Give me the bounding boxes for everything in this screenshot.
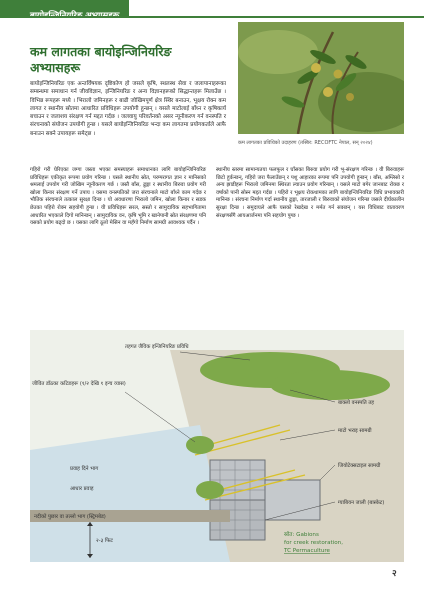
article-intro: बायोइन्जिनियरिङ एक अन्तर्विषयक दृष्टिकोण हो जसले कृषि, स्थलस्थ सेवा र जलापानाहरूका सम्बन्धमा समाधान गर्न जीवविज्ञान, इन्जिनियरिङ र अन्य विज्ञानहरूको सिद्धान्तहरू मिलाउँछ । विभिन्न रूपहरू मध्ये । भिरालो जमिनहरू र बाढी जोखिमपूर्ण क्षेत्र स्थिर बनाउन, भूक्षय रोक्न कम लागत र स्थानीय स्रोतमा आधारित प्रविधिहरू उपयोगी हुन्छन् । यसले माटोलाई बाँध्न र कृषिकार्य बचाउन र जलाशय संरक्षण गर्न मद्दत गर्दछ । जलवायु परिवर्तनको असर न्यूनीकरण गर्न वनस्पति र संरचनाको संयोजन उपयोगी हुन्छ । यसले बायोइन्जिनियरिङ भन्दा कम लागतमा प्रयोगकर्ताले आफै बनाउन सक्ने उपायहरू समेट्छ । <box>30 81 226 137</box>
label-soil-fill: माटो भराइ सामग्री <box>338 428 372 434</box>
figure-credit-2: for creek restoration, <box>284 540 343 546</box>
section-header <box>0 0 424 18</box>
section-tab <box>0 0 129 17</box>
header-rule <box>0 16 424 18</box>
label-gabion: ग्याबियन जाली (बास्केट) <box>338 500 385 506</box>
figure-credit-1: स्रोत: Gabions <box>284 532 319 538</box>
body-column-right: स्थानीय स्तरमा सामान्यतया फलफूल र घाँसका बिरुवा प्रयोग गरी भू-संरक्षण गरिन्छ । यी बिरुवाहरू छिटो हुर्कन्छन्, गहिरो जरा फैलाउँछन् र पशु आहारका रूपमा पनि उपयोगी हुन्छन् । बाँस, अम्लिसो र अन्य झाडीहरू भिरालो जमिनमा स्थिरता ल्याउन प्रयोग गरिन्छन् । यसले माटो बगेर जानबाट रोक्छ र वर्षाको पानी सोस्न मद्दत गर्दछ । पहिरो र भूक्षय रोकथामका लागि बायोइन्जिनियरिङ विधि प्रभावकारी मानिन्छ । संरचना निर्माण गर्दा स्थानीय ढुङ्गा, तारजाली र बिरुवाको संयोजन गरिन्छ जसले दीर्घकालीन सुरक्षा दिन्छ । समुदायले आफै यसको रेखदेख र मर्मत गर्न सक्छन् । यस विधिबाट वातावरण संरक्षणसँगै आयआर्जनमा पनि सहयोग पुग्छ । <box>216 167 404 219</box>
article-title: कम लागतका बायोइन्जिनियरिङ अभ्यासहरू <box>30 44 172 75</box>
label-dense-layer: बाक्लो वनस्पति तह <box>338 400 375 406</box>
label-top: तहगत जैविक इन्जिनियरिङ प्रविधि <box>125 344 189 350</box>
figure-credit-3: TC Permaculture <box>284 548 330 554</box>
label-streambed: नदीको पुछार वा तल्लो भाग (स्ट्रिमबेड) <box>34 514 106 520</box>
body-column-left: गहिरो गरी घेरिएका जग्गा जस्ता भएका समस्याहरू समाधानका लागि बायोइन्जिनियरिङ प्रविधिहरू एकीकृत रूपमा प्रयोग गरिन्छ । यसले स्थानीय स्रोत, परम्परागत ज्ञान र मानिसको श्रमलाई उपयोग गरी जोखिम न्यूनीकरण गर्छ । जस्तै बाँस, ढुङ्गा र स्थानीय बिरुवा प्रयोग गरी खोला किनार संरक्षण गर्ने उपाय । यसमा वनस्पतिको जरा संरचनाले माटो बाँध्ने काम गर्दछ र भौतिक संरचनाले तत्काल सुरक्षा दिन्छ । यो अवधारणा भिरालो जमिन, खोला किनार र सडक छेउका पहिरो रोक्न सहयोगी हुन्छ । यी प्रविधिहरू सरल, सस्तो र सामुदायिक सहभागितामा आधारित भएकाले दिगो मानिन्छन् । सामुदायिक वन, कृषि भूमि र खानेपानी स्रोत संरक्षणमा पनि यसको प्रयोग बढ्दो छ । यसका लागि ठूलो मेसिन वा महँगो निर्माण सामग्री आवश्यक पर्दैन । <box>30 167 206 227</box>
label-depth: २-३ फिट <box>96 538 113 544</box>
plant-photo <box>238 22 404 134</box>
label-geotextile: जियोटेक्सटाइल सामग्री <box>338 463 381 469</box>
label-flow: प्रवाह दिने भाग <box>70 466 99 472</box>
page-number: २ <box>392 569 397 579</box>
label-cuttings: जीवित डाँठका कटिङहरू (१/२ देखि १ इन्च व्यास) <box>32 381 126 387</box>
label-base: आधार प्रवाह <box>70 486 94 492</box>
photo-caption: कम लागतका प्रविधिको उदाहरण (तस्बिर: RECOFTC नेपाल, सन् २०२४) <box>238 140 373 146</box>
gabion-diagram <box>30 330 404 562</box>
